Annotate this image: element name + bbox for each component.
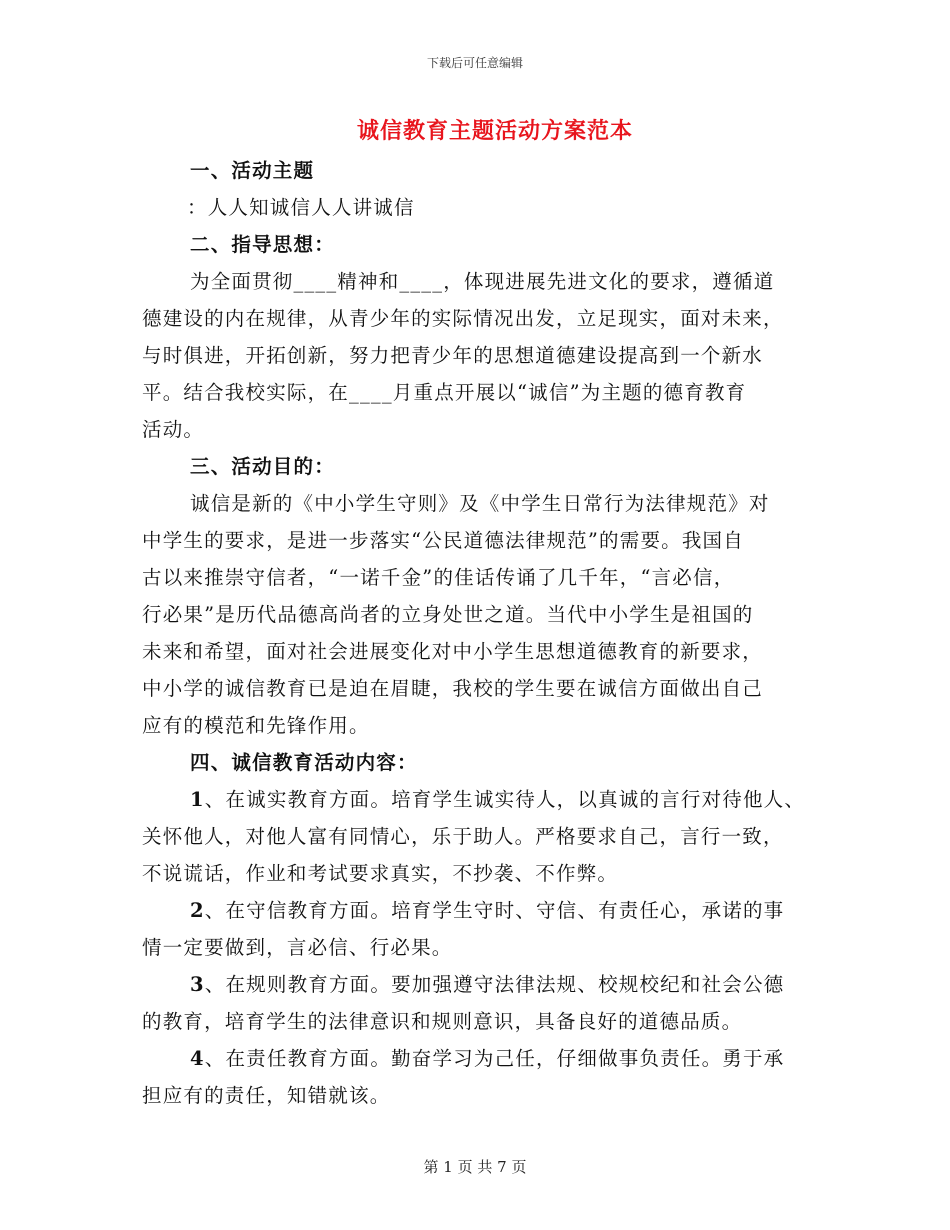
paragraph-line: 中小学的诚信教育已是迫在眉睫，我校的学生要在诚信方面做出自己 — [142, 677, 764, 700]
item-number: 1 — [190, 788, 205, 811]
paragraph-line: 担应有的责任，知错就该。 — [142, 1084, 391, 1107]
paragraph-line: 情一定要做到，言必信、行必果。 — [142, 936, 453, 959]
list-item-first-line — [142, 966, 814, 1003]
paragraph-line: 与时俱进，开拓创新，努力把青少年的思想道德建设提高到一个新水 — [142, 344, 764, 367]
item-text: 、在诚实教育方面。培育学生诚实待人，以真诚的言行对待他人、 — [204, 788, 806, 811]
document-body — [142, 152, 814, 1114]
item-number: 2 — [190, 899, 205, 922]
paragraph-line: 未来和希望，面对社会进展变化对中小学生思想道德教育的新要求， — [142, 640, 764, 663]
item-text: 、在守信教育方面。培育学生守时、守信、有责任心，承诺的事 — [204, 899, 785, 922]
paragraph-line: 的教育，培育学生的法律意识和规则意识，具备良好的道德品质。 — [142, 1010, 743, 1033]
page-footer: 第 1 页 共 7 页 — [423, 1158, 527, 1176]
paragraph-line: 活动。 — [142, 418, 205, 441]
paragraph-line: 不说谎话，作业和考试要求真实，不抄袭、不作弊。 — [142, 862, 619, 885]
list-item-first-line — [142, 1040, 814, 1077]
section-heading-theme: 一、活动主题 — [190, 159, 315, 182]
item-number: 3 — [190, 973, 205, 996]
paragraph-line: 中学生的要求，是进一步落实“公民道德法律规范”的需要。我国自 — [142, 529, 744, 552]
document-title: 诚信教育主题活动方案范本 — [356, 118, 633, 144]
section-heading-guiding-thought: 二、指导思想： — [190, 233, 335, 256]
item-text: 、在责任教育方面。勤奋学习为己任，仔细做事负责任。勇于承 — [204, 1047, 785, 1070]
paragraph-line: 德建设的内在规律，从青少年的实际情况出发，立足现实，面对未来， — [142, 307, 784, 330]
paragraph-line: 应有的模范和先锋作用。 — [142, 714, 370, 737]
paragraph-line: ：人人知诚信人人讲诚信 — [187, 196, 415, 219]
list-item-first-line — [142, 892, 814, 929]
section-heading-purpose: 三、活动目的： — [190, 455, 335, 478]
paragraph-line: 古以来推崇守信者，“一诺千金”的佳话传诵了几千年，“言必信， — [142, 566, 735, 589]
paragraph-line: 行必果”是历代品德高尚者的立身处世之道。当代中小学生是祖国的 — [142, 603, 754, 626]
header-note: 下载后可任意编辑 — [426, 56, 523, 70]
paragraph-line: 为全面贯彻____精神和____，体现进展先进文化的要求，遵循道 — [190, 270, 775, 293]
paragraph-line: 平。结合我校实际，在____月重点开展以“诚信”为主题的德育教育 — [142, 381, 747, 404]
list-item-first-line — [142, 781, 814, 818]
item-number: 4 — [190, 1047, 205, 1070]
paragraph-line: 关怀他人，对他人富有同情心，乐于助人。严格要求自己，言行一致， — [142, 825, 784, 848]
item-text: 、在规则教育方面。要加强遵守法律法规、校规校纪和社会公德 — [204, 973, 785, 996]
paragraph-line: 诚信是新的《中小学生守则》及《中学生日常行为法律规范》对 — [190, 492, 770, 515]
section-heading-content: 四、诚信教育活动内容： — [190, 751, 418, 774]
